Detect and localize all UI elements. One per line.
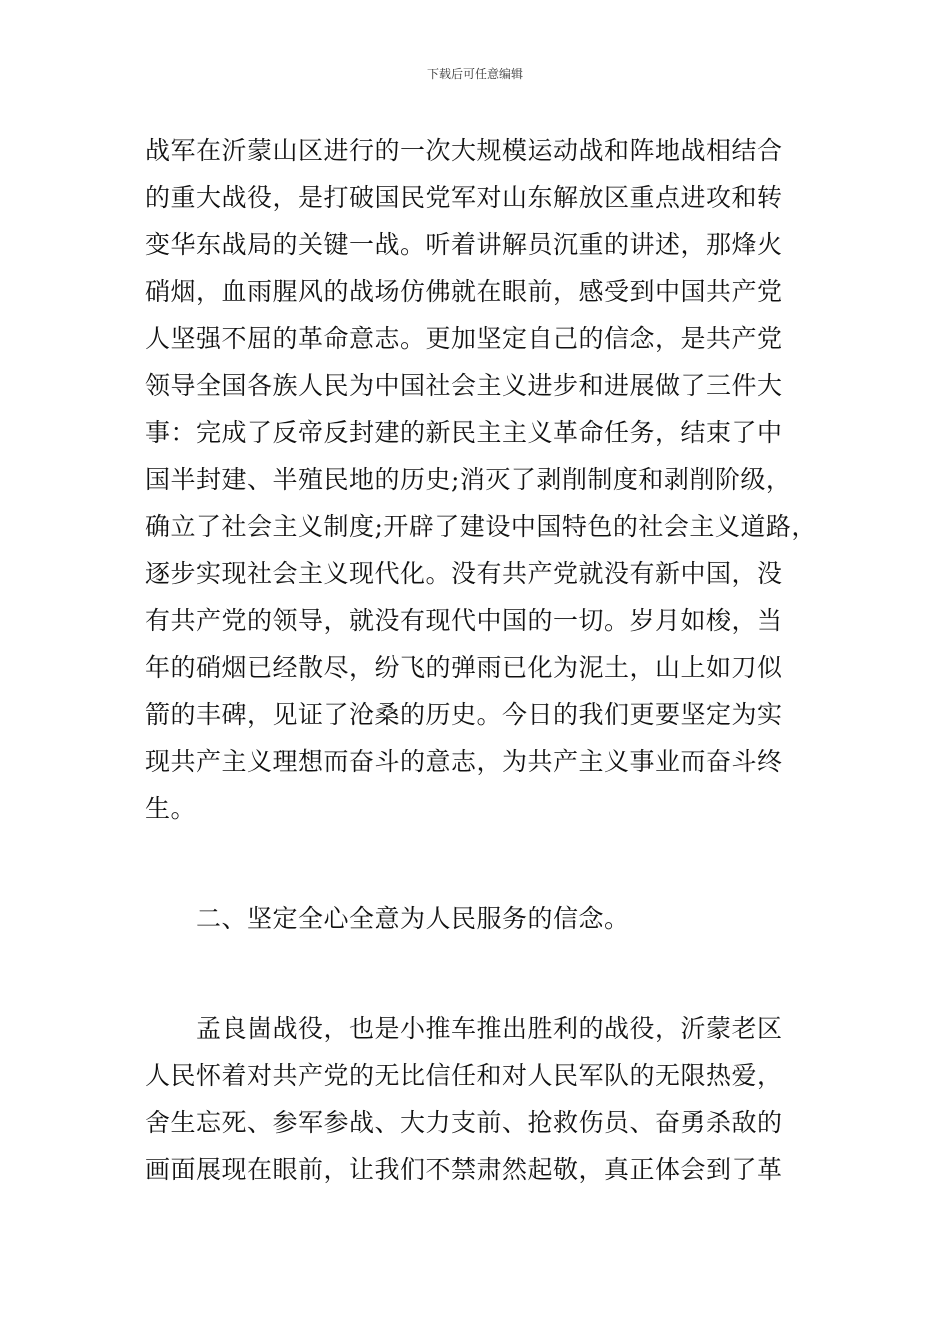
text-line: 的重大战役，是打破国民党军对山东解放区重点进攻和转 bbox=[145, 183, 783, 212]
text-line: 国半封建、半殖民地的历史;消灭了剥削制度和剥削阶级， bbox=[145, 465, 792, 494]
text-line: 确立了社会主义制度;开辟了建设中国特色的社会主义道路， bbox=[145, 512, 817, 541]
text-line: 生。 bbox=[145, 794, 197, 823]
text-line: 变华东战局的关键一战。听着讲解员沉重的讲述，那烽火 bbox=[145, 230, 783, 259]
text-line: 领导全国各族人民为中国社会主义进步和进展做了三件大 bbox=[145, 371, 783, 400]
text-line: 人坚强不屈的革命意志。更加坚定自己的信念，是共产党 bbox=[145, 324, 783, 353]
text-line: 年的硝烟已经散尽，纷飞的弹雨已化为泥土，山上如刀似 bbox=[145, 653, 783, 682]
text-line: 现共产主义理想而奋斗的意志，为共产主义事业而奋斗终 bbox=[145, 747, 783, 776]
page-header: 下载后可任意编辑 bbox=[426, 67, 523, 81]
text-line: 硝烟，血雨腥风的战场仿佛就在眼前，感受到中国共产党 bbox=[145, 277, 783, 306]
text-line: 战军在沂蒙山区进行的一次大规模运动战和阵地战相结合 bbox=[145, 136, 783, 165]
text-line: 逐步实现社会主义现代化。没有共产党就没有新中国，没 bbox=[145, 559, 783, 588]
text-line: 有共产党的领导，就没有现代中国的一切。岁月如梭，当 bbox=[145, 606, 783, 635]
text-line: 孟良崮战役，也是小推车推出胜利的战役，沂蒙老区 bbox=[196, 1014, 783, 1043]
text-line: 画面展现在眼前，让我们不禁肃然起敬，真正体会到了革 bbox=[145, 1155, 783, 1184]
text-line: 舍生忘死、参军参战、大力支前、抢救伤员、奋勇杀敌的 bbox=[145, 1108, 783, 1137]
text-line: 人民怀着对共产党的无比信任和对人民军队的无限热爱， bbox=[145, 1061, 783, 1090]
section-heading: 二、坚定全心全意为人民服务的信念。 bbox=[196, 904, 630, 933]
text-line: 事：完成了反帝反封建的新民主主义革命任务，结束了中 bbox=[145, 418, 783, 447]
text-line: 箭的丰碑，见证了沧桑的历史。今日的我们更要坚定为实 bbox=[145, 700, 783, 729]
